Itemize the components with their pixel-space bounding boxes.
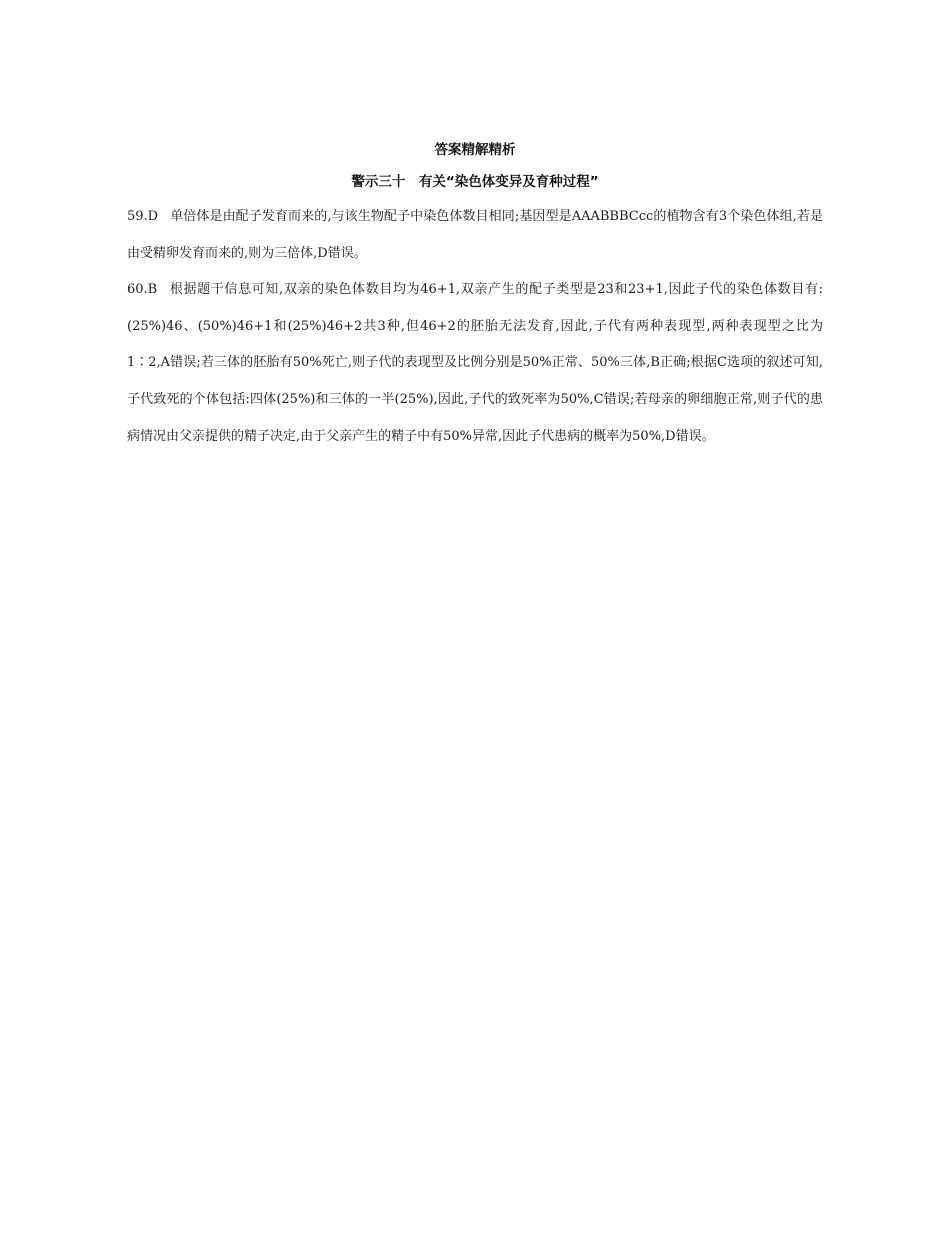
document-title: 答案精解精析 <box>434 142 516 158</box>
answer-list <box>127 199 823 455</box>
answer-explanation: 单倍体是由配子发育而来的,与该生物配子中染色体数目相同;基因型是AAABBBCcc的植物含有3个染色体组,若是由受精卵发育而来的,则为三倍体,D错误。 <box>127 209 823 261</box>
answer-item-60 <box>127 272 823 455</box>
answer-number: 59.D <box>127 209 159 224</box>
section-title: 警示三十 有关“染色体变异及育种过程” <box>351 174 599 190</box>
answer-item-59 <box>127 199 823 272</box>
answer-number: 60.B <box>127 282 158 298</box>
answer-explanation: 根据题干信息可知,双亲的染色体数目均为46+1,双亲产生的配子类型是23和23+1,因此子代的染色体数目有:(25%)46、(50%)46+1和(25%)46+2共3种,但46+2的胚胎无法发育,因此,子代有两种表现型,两种表现型之比为1∶2,A错误;若三体的胚胎有50%死亡,则子代的表现型及比例分别是50%正常、50%三体,B正确;根据C选项的叙述可知,子代致死的个体包括:四体(25%)和三体的一半(25%),因此,子代的致死率为50%,C错误;若母亲的卵细胞正常,则子代的患病情况由父亲提供的精子决定,由于父亲产生的精子中有50%异常,因此子代患病的概率为50%,D错误。 <box>127 282 823 444</box>
